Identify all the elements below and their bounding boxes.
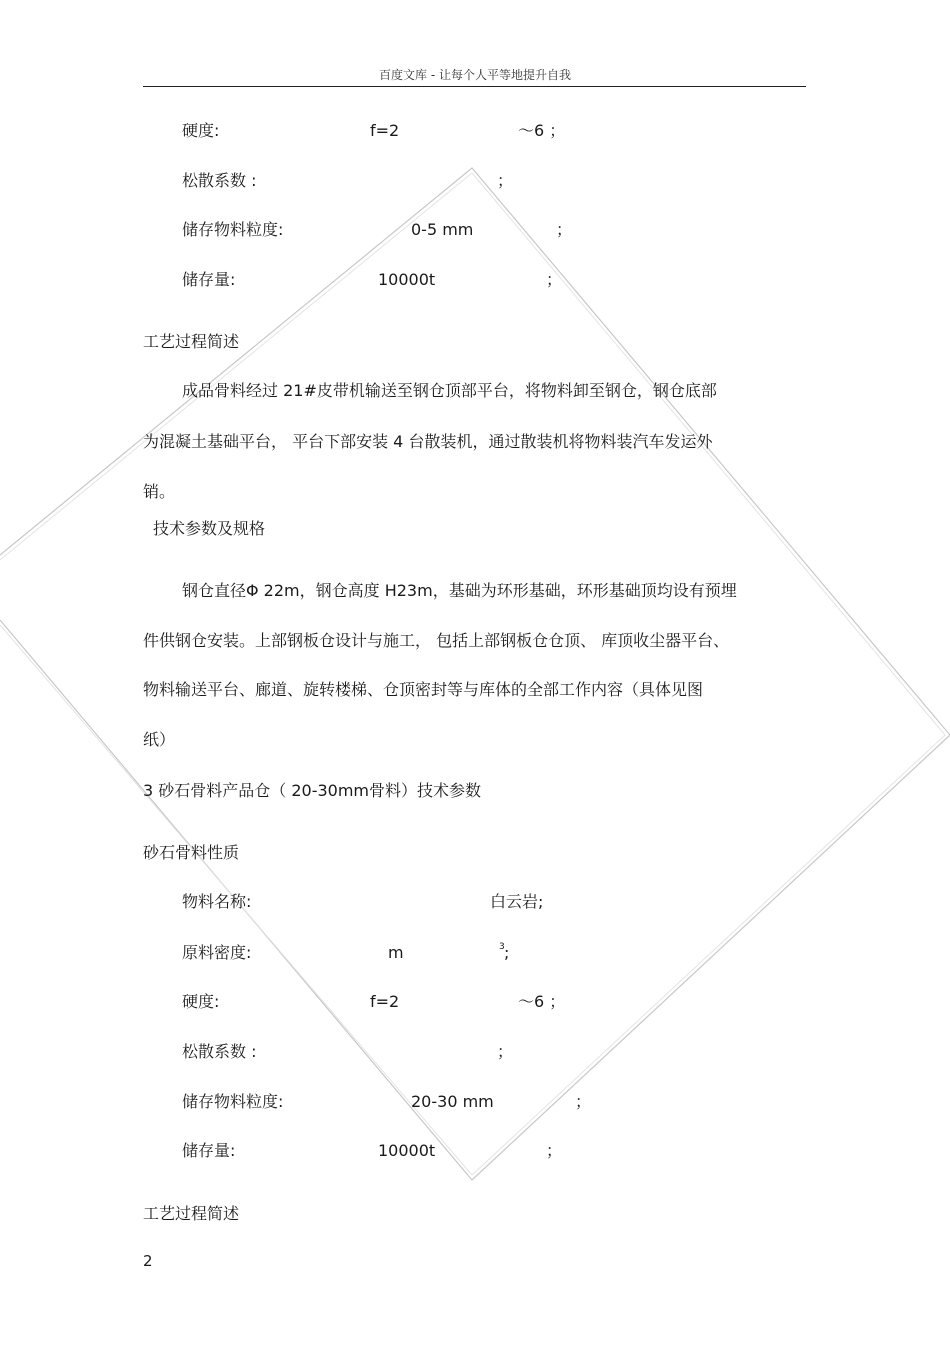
grain-value: 0-5 mm [411, 220, 474, 239]
section-title: 工艺过程简述 [143, 332, 240, 351]
hardness-label: 硬度: [182, 992, 220, 1011]
loose-label: 松散系数 : [182, 171, 257, 190]
storage-end: ； [546, 1141, 563, 1160]
loose-value: ； [497, 171, 514, 190]
loose-label: 松散系数 : [182, 1042, 257, 1061]
storage-label: 储存量: [182, 270, 236, 289]
storage-end: ； [546, 270, 563, 289]
storage-label: 储存量: [182, 1141, 236, 1160]
hardness-label: 硬度: [182, 121, 220, 140]
density-superscript: 3 [499, 942, 505, 952]
grain-label: 储存物料粒度: [182, 220, 284, 239]
paragraph-line: 为混凝土基础平台， 平台下部安装 4 台散装机，通过散装机将物料装汽车发运外 [143, 432, 713, 451]
grain-end: ； [556, 220, 573, 239]
section-subtitle: 砂石骨料性质 [143, 843, 240, 862]
paragraph-line: 销。 [143, 482, 176, 501]
section-title: 技术参数及规格 [153, 519, 266, 538]
storage-value: 10000t [378, 1141, 436, 1160]
section-title: 工艺过程简述 [143, 1204, 240, 1223]
section-heading: 3 砂石骨料产品仓（ 20-30mm骨料）技术参数 [143, 781, 482, 800]
loose-value: ； [497, 1042, 514, 1061]
grain-label: 储存物料粒度: [182, 1092, 284, 1111]
hardness-range: ～6 ； [518, 992, 566, 1011]
header-rule [143, 86, 806, 87]
density-unit: m [388, 943, 404, 962]
page-number: 2 [143, 1252, 153, 1270]
paragraph-line: 成品骨料经过 21#皮带机输送至钢仓顶部平台，将物料卸至钢仓，钢仓底部 [182, 381, 717, 400]
density-end: ; [504, 943, 510, 962]
hardness-value: f=2 [370, 121, 400, 140]
page-header: 百度文库 - 让每个人平等地提升自我 [379, 68, 571, 82]
storage-value: 10000t [378, 270, 436, 289]
density-label: 原料密度: [182, 943, 252, 962]
grain-value: 20-30 mm [411, 1092, 494, 1111]
hardness-range: ～6 ； [518, 121, 566, 140]
paragraph-line: 件供钢仓安装。上部钢板仓设计与施工， 包括上部钢板仓仓顶、 库顶收尘器平台、 [143, 631, 730, 650]
grain-end: ； [575, 1092, 592, 1111]
paragraph-line: 钢仓直径Φ 22m，钢仓高度 H23m，基础为环形基础，环形基础顶均设有预埋 [182, 581, 737, 600]
material-name-value: 白云岩; [490, 892, 544, 911]
hardness-value: f=2 [370, 992, 400, 1011]
paragraph-line: 纸） [143, 730, 176, 749]
material-name-label: 物料名称: [182, 892, 252, 911]
paragraph-line: 物料输送平台、廊道、旋转楼梯、仓顶密封等与库体的全部工作内容（具体见图 [143, 680, 704, 699]
